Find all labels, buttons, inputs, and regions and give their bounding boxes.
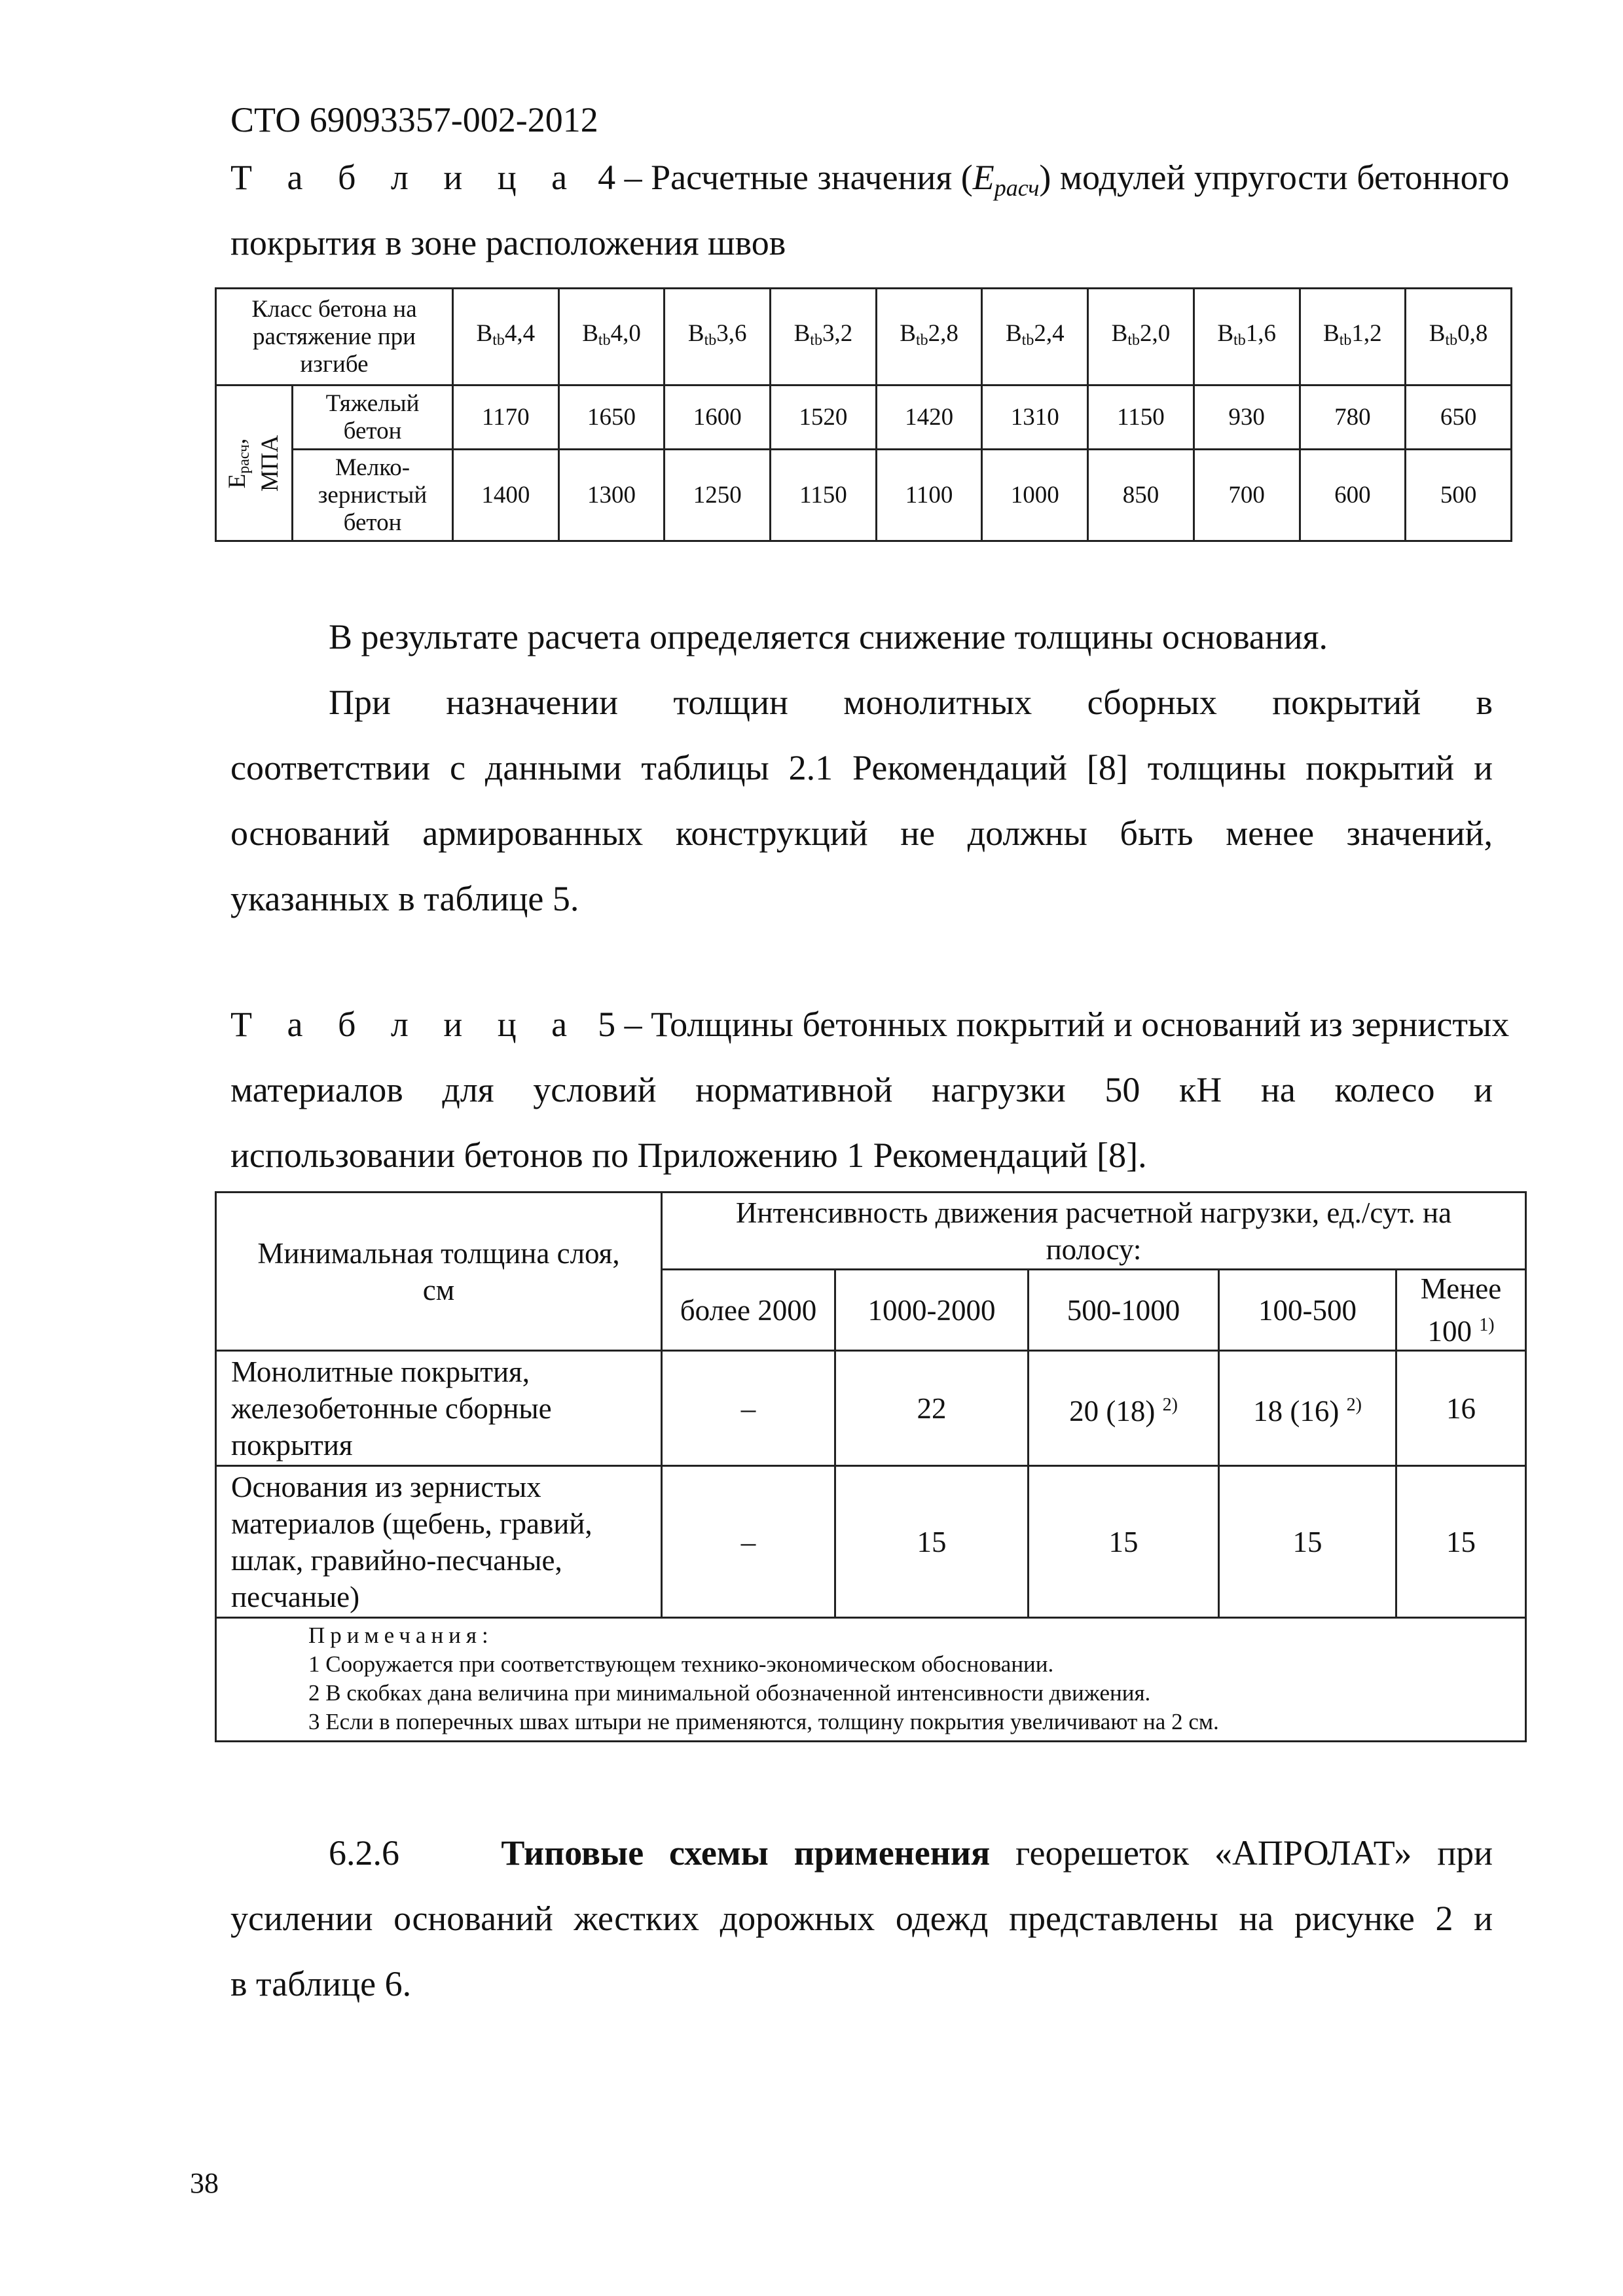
value-cell: 700 — [1194, 450, 1300, 541]
class-cell: $B_{tb}2,0$ — [1088, 289, 1194, 386]
class-cell: $B_{tb}3,2$ — [771, 289, 877, 386]
value-cell: 1420 — [876, 386, 982, 450]
column-header: 500-1000 — [1029, 1270, 1219, 1351]
paragraph-result: В результате расчета определяется снижение толщины основания. — [329, 617, 1328, 656]
value-cell: 1150 — [771, 450, 877, 541]
min-thickness-header: Минимальная толщина слоя, см — [216, 1193, 662, 1351]
paragraph-assign-line1: При назначении толщин монолитных сборных покрытий в — [329, 683, 1493, 722]
table5-caption-label: Т а б л и ц а — [230, 1005, 581, 1044]
notes — [216, 1618, 1526, 1742]
document-code: СТО 69093357-002-2012 — [230, 100, 598, 139]
value-cell: 18 (16) $^{2)}$ — [1219, 1351, 1396, 1466]
value-cell: 850 — [1088, 450, 1194, 541]
class-cell: $B_{tb}4,0$ — [558, 289, 665, 386]
class-header-cell: Класс бетона на растяжение при изгибе — [216, 289, 453, 386]
note-item: 2 В скобках дана величина при минимальной обозначенной интенсивности движения. — [308, 1680, 1151, 1706]
column-header: 100-500 — [1219, 1270, 1396, 1351]
table4-header-row — [216, 289, 1512, 386]
class-cell: $B_{tb}4,4$ — [453, 289, 559, 386]
value-cell: – — [662, 1351, 835, 1466]
value-cell: 1250 — [665, 450, 771, 541]
value-cell: 930 — [1194, 386, 1300, 450]
table4-caption-line2: покрытия в зоне расположения швов — [230, 223, 786, 262]
table5-caption-line2: материалов для условий нормативной нагрузки 50 кН на колесо и — [230, 1070, 1493, 1109]
value-cell: 16 — [1396, 1351, 1526, 1466]
value-cell: 1170 — [453, 386, 559, 450]
value-cell: 1310 — [982, 386, 1088, 450]
row-label: Монолитные покрытия, железобетонные сборные покрытия — [216, 1351, 662, 1466]
class-cell: $B_{tb}1,6$ — [1194, 289, 1300, 386]
class-cell: $B_{tb}0,8$ — [1406, 289, 1512, 386]
value-cell: 1150 — [1088, 386, 1194, 450]
notes-row — [216, 1618, 1526, 1742]
value-cell: 1600 — [665, 386, 771, 450]
table5-caption-line3: использовании бетонов по Приложению 1 Рекомендаций [8]. — [230, 1136, 1147, 1175]
value-cell: 650 — [1406, 386, 1512, 450]
intensity-header: Интенсивность движения расчетной нагрузки, ед./сут. на полосу: — [662, 1193, 1526, 1270]
section-6-2-6-line2: усилении оснований жестких дорожных одежд представлены на рисунке 2 и — [230, 1899, 1493, 1938]
value-cell: 1000 — [982, 450, 1088, 541]
row-granular-bases — [216, 1466, 1526, 1618]
class-cell: $B_{tb}2,8$ — [876, 289, 982, 386]
table4 — [215, 287, 1512, 542]
value-cell: 15 — [1396, 1466, 1526, 1618]
value-cell: 22 — [835, 1351, 1029, 1466]
value-cell: 600 — [1300, 450, 1406, 541]
table5-caption-line1: Т а б л и ц а 5 – Толщины бетонных покрытий и оснований из зернистых — [230, 1005, 1510, 1044]
table4-row-fine — [216, 450, 1512, 541]
value-cell: 780 — [1300, 386, 1406, 450]
value-cell: 15 — [1029, 1466, 1219, 1618]
section-bold-title: Типовые схемы применения — [501, 1833, 991, 1873]
paragraph-assign-line4: указанных в таблице 5. — [230, 879, 579, 918]
column-header: более 2000 — [662, 1270, 835, 1351]
note-item: 3 Если в поперечных швах штыри не применяются, толщину покрытия увеличивают на 2 см. — [308, 1709, 1219, 1734]
class-cell: $B_{tb}3,6$ — [665, 289, 771, 386]
column-header-less-100: Менее 100 $^{1)}$ — [1396, 1270, 1526, 1351]
notes-title: Примечания: — [308, 1623, 494, 1648]
paragraph-assign-line3: оснований армированных конструкций не должны быть менее значений, — [230, 814, 1493, 853]
value-cell: 15 — [835, 1466, 1029, 1618]
row-label: Мелко- зернистый бетон — [293, 450, 453, 541]
value-cell: 1100 — [876, 450, 982, 541]
value-cell: 20 (18) $^{2)}$ — [1029, 1351, 1219, 1466]
value-cell: 1400 — [453, 450, 559, 541]
section-6-2-6-line3: в таблице 6. — [230, 1964, 412, 2003]
value-cell: 1650 — [558, 386, 665, 450]
value-cell: – — [662, 1466, 835, 1618]
class-cell: $B_{tb}1,2$ — [1300, 289, 1406, 386]
column-header: 1000-2000 — [835, 1270, 1029, 1351]
table4-caption-line1: Т а б л и ц а 4 – Расчетные значения $(E_{расч})$ модулей упругости бетонного — [230, 158, 1510, 201]
value-cell: 500 — [1406, 450, 1512, 541]
table5 — [215, 1191, 1527, 1742]
row-label: Тяжелый бетон — [293, 386, 453, 450]
section-number: 6.2.6 — [329, 1833, 399, 1873]
paragraph-assign-line2: соответствии с данными таблицы 2.1 Рекомендаций [8] толщины покрытий и — [230, 748, 1493, 787]
row-label: Основания из зернистых материалов (щебень, гравий, шлак, гравийно-песчаные, песчаные) — [216, 1466, 662, 1618]
e-modulus-group-label: $E_{расч}$, МПА — [216, 386, 293, 541]
section-6-2-6-line1: 6.2.6 Типовые схемы применения георешеток «АПРОЛАТ» при — [329, 1833, 1493, 1873]
row-monolithic — [216, 1351, 1526, 1466]
class-cell: $B_{tb}2,4$ — [982, 289, 1088, 386]
value-cell: 1520 — [771, 386, 877, 450]
page-number: 38 — [190, 2167, 219, 2199]
value-cell: 1300 — [558, 450, 665, 541]
value-cell: 15 — [1219, 1466, 1396, 1618]
table4-row-heavy — [216, 386, 1512, 450]
note-item: 1 Сооружается при соответствующем технико-экономическом обосновании. — [308, 1651, 1054, 1677]
table4-caption-label: Т а б л и ц а — [230, 158, 581, 197]
